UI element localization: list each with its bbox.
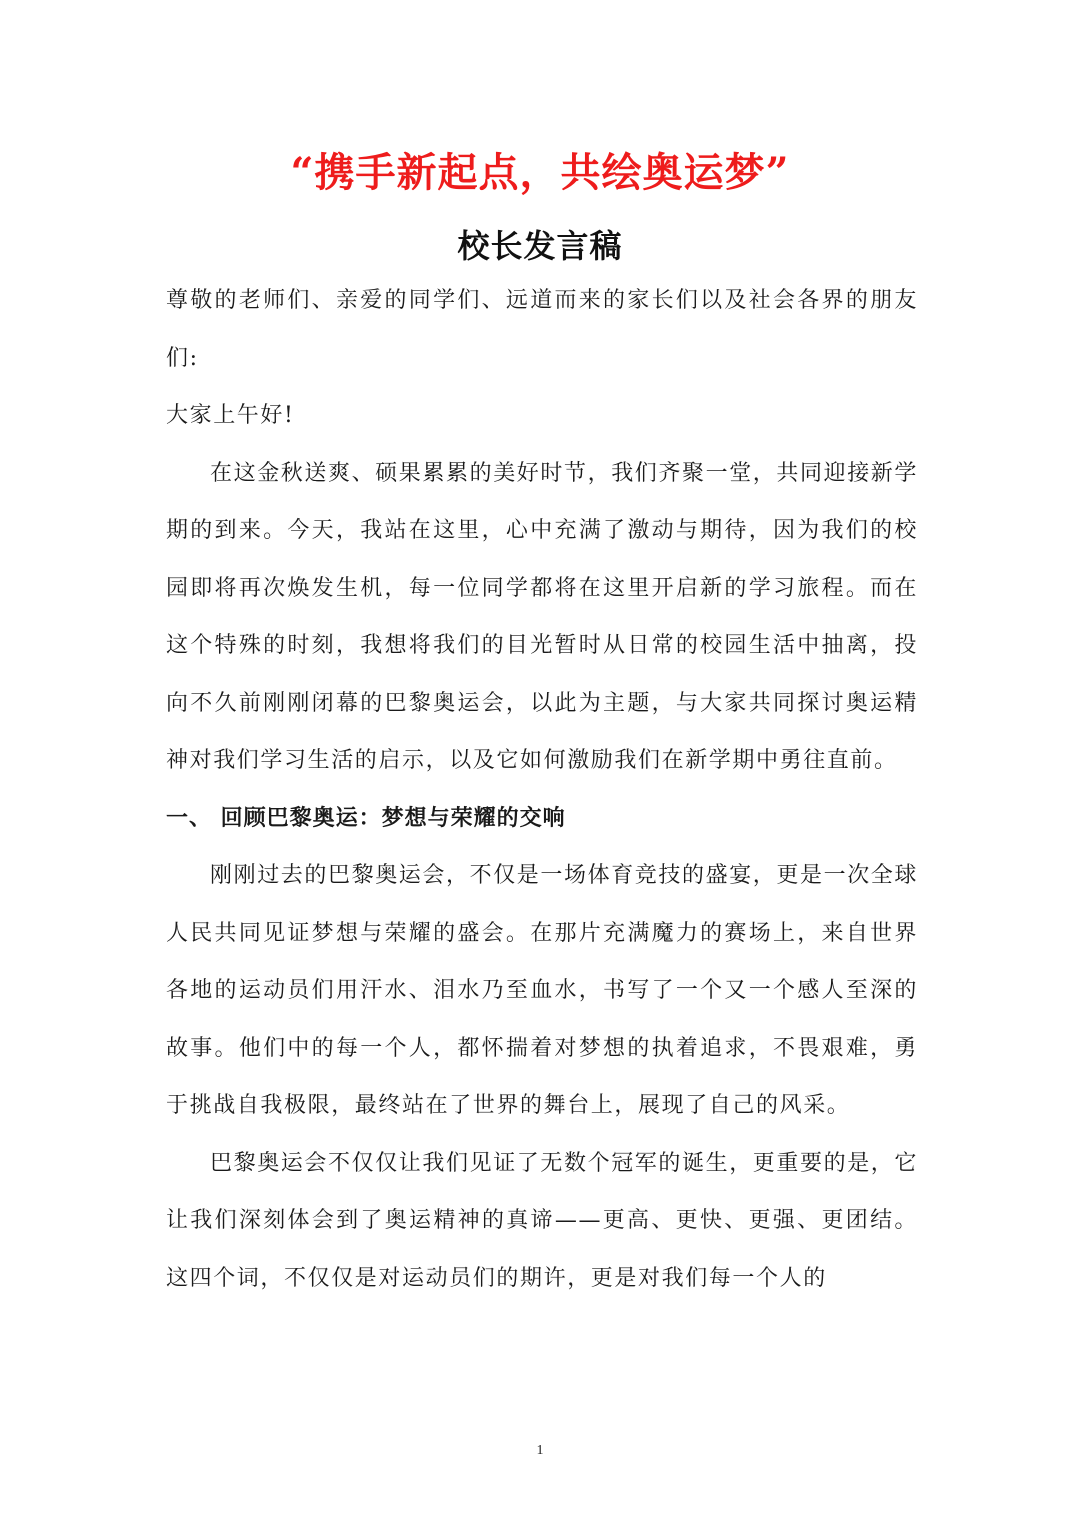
body-paragraph: 巴黎奥运会不仅仅让我们见证了无数个冠军的诞生，更重要的是，它让我们深刻体会到了奥运精神的真谛——更高、更快、更强、更团结。这四个词，不仅仅是对运动员们的期许，更是对我们每一个人的 [166, 1150, 919, 1291]
body-paragraph: 刚刚过去的巴黎奥运会，不仅是一场体育竞技的盛宴，更是一次全球人民共同见证梦想与荣耀的盛会。在那片充满魔力的赛场上，来自世界各地的运动员们用汗水、泪水乃至血水，书写了一个又一个感人至深的故事。他们中的每一个人，都怀揣着对梦想的执着追求，不畏艰难，勇于挑战自我极限，最终站在了世界的舞台上，展现了自己的风采。 [166, 863, 919, 1118]
document-body [166, 272, 918, 1307]
document-title: “携手新起点，共绘奥运梦” [290, 149, 790, 196]
body-paragraph: 在这金秋送爽、硕果累累的美好时节，我们齐聚一堂，共同迎接新学期的到来。今天，我站在这里，心中充满了激动与期待，因为我们的校园即将再次焕发生机，每一位同学都将在这里开启新的学习旅程。而在这个特殊的时刻，我想将我们的目光暂时从日常的校园生活中抽离，投向不久前刚刚闭幕的巴黎奥运会，以此为主题，与大家共同探讨奥运精神对我们学习生活的启示，以及它如何激励我们在新学期中勇往直前。 [166, 460, 919, 773]
section-heading: 一、 回顾巴黎奥运：梦想与荣耀的交响 [166, 805, 566, 831]
salutation-paragraph: 大家上午好! [166, 403, 295, 428]
document-subtitle: 校长发言稿 [457, 227, 623, 265]
greeting-paragraph: 尊敬的老师们、亲爱的同学们、远道而来的家长们以及社会各界的朋友们: [166, 288, 918, 371]
page-number: 1 [536, 1443, 544, 1458]
